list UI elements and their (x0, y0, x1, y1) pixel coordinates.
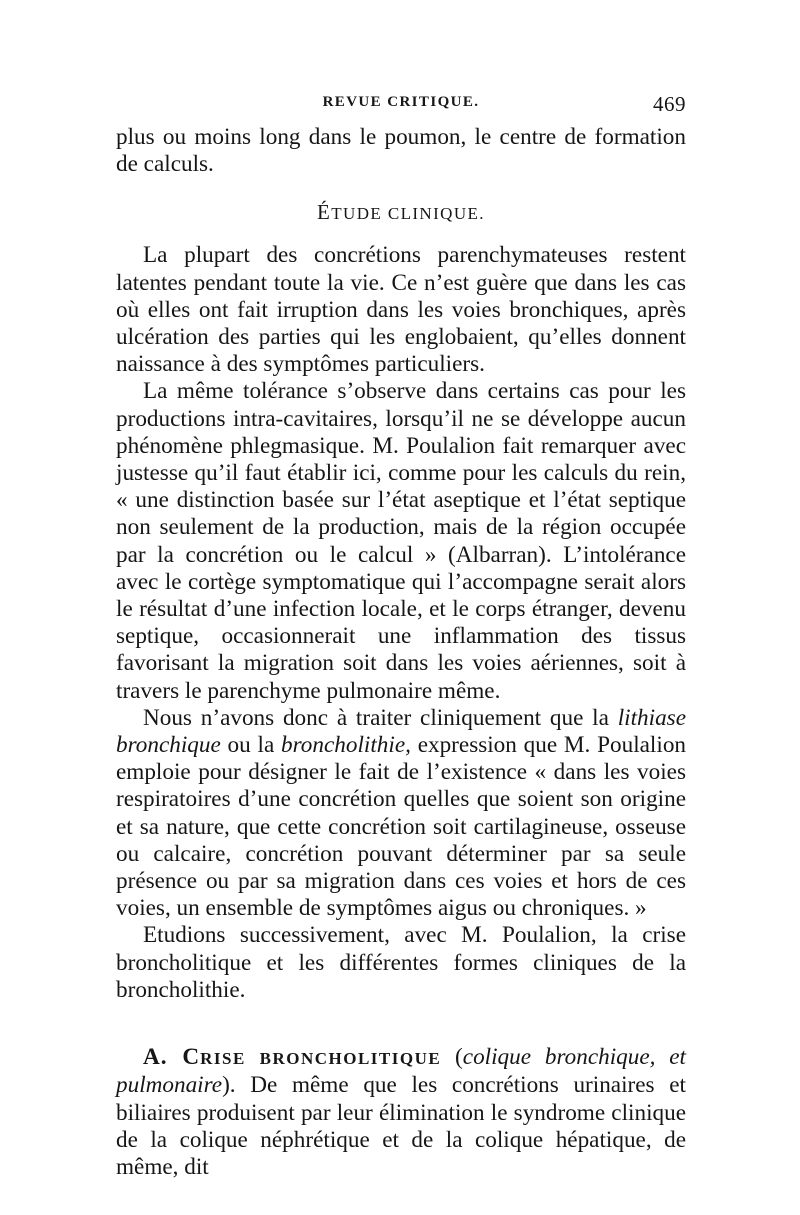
section-title (116, 200, 686, 226)
subsection-initial: C (182, 1044, 201, 1071)
paragraph-4-text-c: expression que M. Poulalion emploie pour désigner le fait de l’existence « dans les voies respiratoires d’une concrétion quelles que soient son origine et sa nature, que cette concrétion soit cartilagineuse, osseuse ou calcaire, concrétion pouvant déterminer par sa seule présence ou par sa migration dans ces voies et hors de ces voies, un ensemble de symptômes aigus ou chroniques. » (116, 732, 687, 922)
page-number: 469 (653, 92, 686, 116)
paragraph-5: Etudions successivement, avec M. Poulalion, la crise broncholitique et les différentes formes cliniques de la broncholithie. (116, 922, 686, 1003)
subsection-heading (143, 1044, 441, 1070)
paragraph-1: plus ou moins long dans le poumon, le centre de formation de calculs. (116, 124, 686, 178)
page (116, 92, 686, 1181)
spacer (116, 1004, 686, 1044)
paragraph-3: La même tolérance s’observe dans certains cas pour les productions intra-cavitaires, lorsqu’il ne se développe aucun phénomène phlegmasique. M. Poulalion fait remarquer avec justesse qu’il faut établir ici, comme pour les calculs du rein, « une distinction basée sur l’état aseptique et l’état septique non seulement de la production, mais de la région occupée par la concrétion ou le calcul » (Albarran). L’intolérance avec le cortège symptomatique qui l’accompagne serait alors le résultat d’une infection locale, et le corps étranger, devenu septique, occasionnerait une inflammation des tissus favorisant la migration soit dans les voies aériennes, soit à travers le parenchyme pulmonaire même. (116, 378, 686, 704)
section-title-initial: É (317, 200, 332, 225)
subsection-label: A. (143, 1044, 183, 1071)
term-broncholithie: broncholithie, (281, 732, 411, 759)
paragraph-4-text-b: ou la (220, 732, 282, 759)
paragraph-4-text-a: Nous n’avons donc à traiter cliniquement que la (143, 704, 618, 731)
subsection-title: RISE BRONCHOLITIQUE (200, 1049, 442, 1069)
section-title-rest: TUDE CLINIQUE. (331, 204, 485, 224)
paragraph-4 (116, 705, 686, 923)
paren-open: ( (441, 1044, 463, 1071)
paragraph-2: La plupart des concrétions parenchymateuses restent latentes pendant toute la vie. Ce n’est guère que dans les cas où elles ont fait irruption dans les voies bronchiques, après ulcération des parties qui les englobaient, qu’elles donnent naissance à des symptômes particuliers. (116, 242, 686, 378)
paren-close: ). (222, 1072, 236, 1099)
term-lithiase-bronchique: lithiase bronchique (116, 704, 686, 759)
paragraph-6-text: De même que les concrétions urinaires et biliaires produisent par leur élimination le syndrome clinique de la colique néphrétique et de la colique hépatique, de même, dit (116, 1072, 686, 1180)
subsection-alt-name: colique bronchique, et pulmonaire (116, 1044, 686, 1099)
running-title: REVUE CRITIQUE. (322, 94, 480, 110)
paragraph-6 (116, 1044, 686, 1181)
page-header (116, 92, 686, 124)
